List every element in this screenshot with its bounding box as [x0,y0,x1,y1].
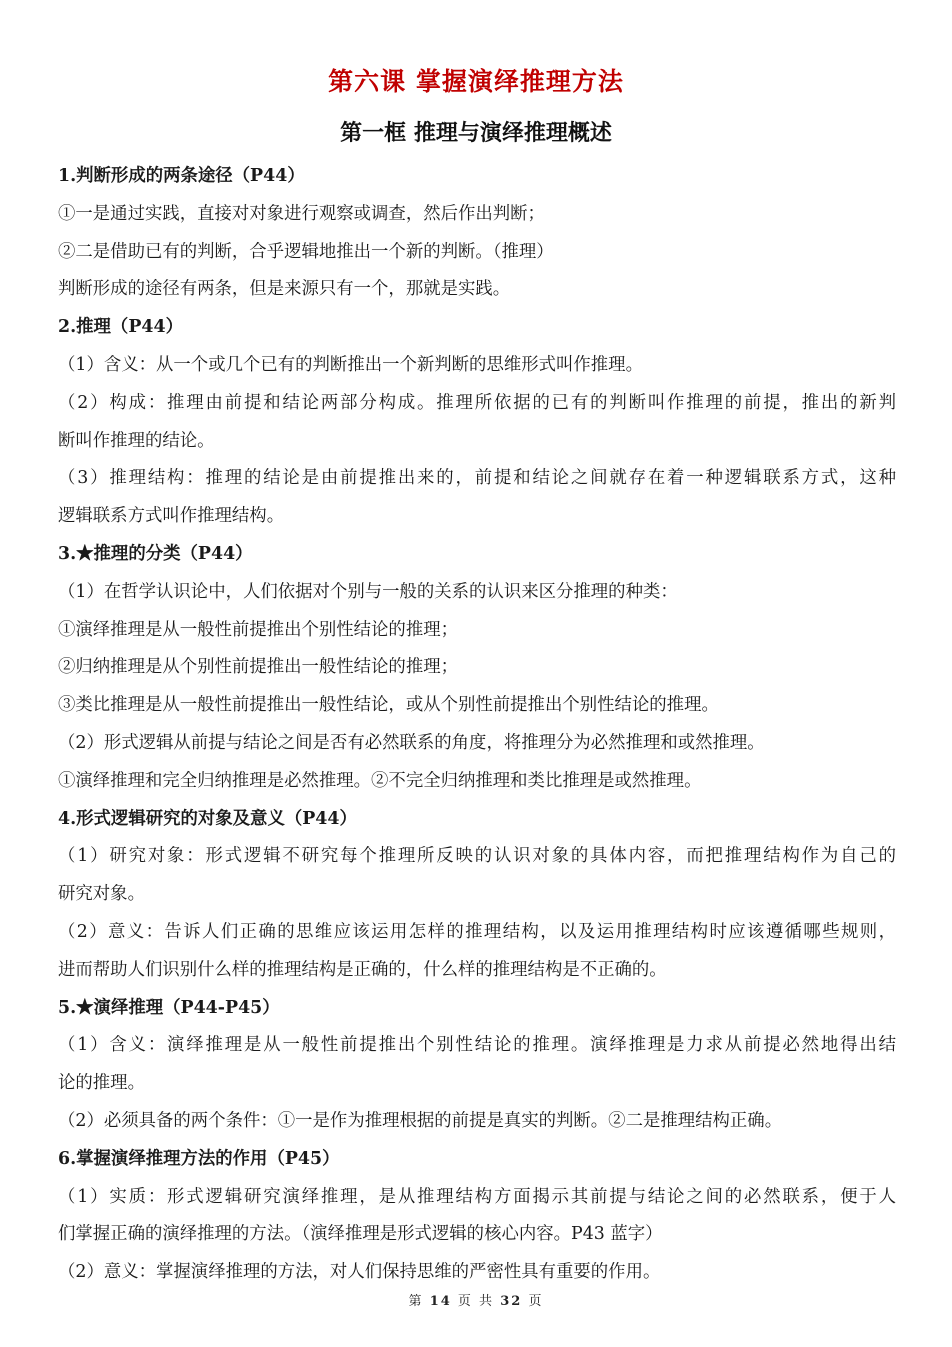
frame-title: 第一框 推理与演绎推理概述 [340,120,612,146]
paragraph-line: （2）意义：掌握演绎推理的方法，对人们保持思维的严密性具有重要的作用。 [58,1262,661,1283]
page-footer [0,1290,952,1309]
lesson-title: 第六课 掌握演绎推理方法 [328,67,624,96]
paragraph-line: （2）形式逻辑从前提与结论之间是否有必然联系的角度，将推理分为必然推理和或然推理。 [58,732,765,753]
paragraph-line: ②二是借助已有的判断，合乎逻辑地推出一个新的判断。（推理） [58,241,554,262]
paragraph-line: ①演绎推理和完全归纳推理是必然推理。②不完全归纳推理和类比推理是或然推理。 [58,770,702,791]
paragraph-line: 论的推理。 [58,1073,145,1094]
paragraph-line: 断叫作推理的结论。 [58,430,215,451]
section-heading: 4.形式逻辑研究的对象及意义（P44） [58,808,357,829]
paragraph-line: （2）意义：告诉人们正确的思维应该运用怎样的推理结构，以及运用推理结构时应该遵循哪些规则， [58,921,896,942]
footer-prefix: 第 [408,1294,424,1309]
footer-total-pages: 32 [500,1294,523,1309]
footer-current-page: 14 [429,1294,452,1309]
paragraph-line: （1）含义：从一个或几个已有的判断推出一个新判断的思维形式叫作推理。 [58,354,643,375]
paragraph-line: 逻辑联系方式叫作推理结构。 [58,506,285,527]
paragraph-line: （3）推理结构：推理的结论是由前提推出来的，前提和结论之间就存在着一种逻辑联系方式，这种 [58,468,896,489]
paragraph-line: ③类比推理是从一般性前提推出一般性结论，或从个别性前提推出个别性结论的推理。 [58,695,719,716]
paragraph-line: 研究对象。 [58,884,145,905]
paragraph-line: （1）在哲学认识论中，人们依据对个别与一般的关系的认识来区分推理的种类： [58,581,678,602]
paragraph-line: ②归纳推理是从个别性前提推出一般性结论的推理； [58,657,458,678]
paragraph-line: ①一是通过实践，直接对对象进行观察或调查，然后作出判断； [58,203,545,224]
section-heading: 5.★演绎推理（P44-P45） [58,997,280,1018]
paragraph-line: （1）含义：演绎推理是从一般性前提推出个别性结论的推理。演绎推理是力求从前提必然地得出结 [58,1035,896,1056]
section-heading: 3.★推理的分类（P44） [58,543,253,564]
paragraph-line: 进而帮助人们识别什么样的推理结构是正确的，什么样的推理结构是不正确的。 [58,959,667,980]
footer-middle: 页 共 [457,1294,495,1309]
paragraph-line: （2）构成：推理由前提和结论两部分构成。推理所依据的已有的判断叫作推理的前提，推出的新判 [58,392,896,413]
paragraph-line: （1）实质：形式逻辑研究演绎推理，是从推理结构方面揭示其前提与结论之间的必然联系，便于人 [58,1186,896,1207]
document-body [58,158,896,1292]
section-heading: 1.判断形成的两条途径（P44） [58,166,305,186]
footer-suffix: 页 [528,1294,544,1309]
section-heading: 6.掌握演绎推理方法的作用（P45） [58,1148,340,1169]
paragraph-line: 判断形成的途径有两条，但是来源只有一个，那就是实践。 [58,279,511,300]
paragraph-line: （1）研究对象：形式逻辑不研究每个推理所反映的认识对象的具体内容，而把推理结构作为自己的 [58,846,896,867]
paragraph-line: ①演绎推理是从一般性前提推出个别性结论的推理； [58,619,458,640]
paragraph-line: （2）必须具备的两个条件：①一是作为推理根据的前提是真实的判断。②二是推理结构正确。 [58,1110,783,1131]
section-heading: 2.推理（P44） [58,317,183,338]
paragraph-line: 们掌握正确的演绎推理的方法。（演绎推理是形式逻辑的核心内容。P43 蓝字） [58,1224,663,1245]
